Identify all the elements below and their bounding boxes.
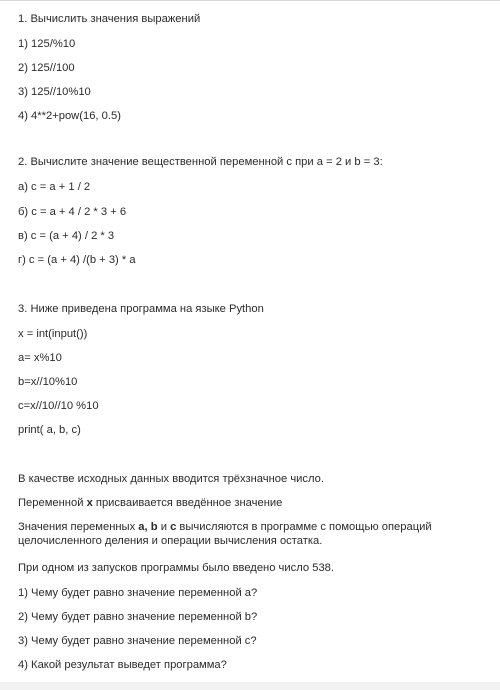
task2-item-g: г) c = (a + 4) /(b + 3) * a <box>18 254 136 266</box>
p3-var-b: b <box>150 521 158 533</box>
code-line-5: print( a, b, c) <box>18 424 81 436</box>
code-line-3: b=x//10%10 <box>18 376 78 388</box>
p3-comma: , <box>144 521 151 533</box>
question-1: 1) Чему будет равно значение переменной a? <box>18 587 258 599</box>
task1-item-2: 2) 125//100 <box>18 62 75 74</box>
code-line-2: a= x%10 <box>18 352 62 364</box>
code-line-4: c=x//10//10 %10 <box>18 400 99 412</box>
question-4: 4) Какой результат выведет программа? <box>18 659 227 671</box>
top-divider <box>0 0 500 1</box>
task2-item-b: б) c = a + 4 / 2 * 3 + 6 <box>18 206 127 218</box>
p3-var-c: c <box>170 521 177 533</box>
task3-paragraph-2 <box>18 496 282 510</box>
bottom-edge <box>0 682 500 690</box>
p3-text-post: вычисляются в программе с помощью операций целочисленного деления и операции вычисления остатка. <box>18 521 432 547</box>
p2-text-pre: Переменной <box>18 497 87 509</box>
task1-item-4: 4) 4**2+pow(16, 0.5) <box>18 110 121 122</box>
question-3: 3) Чему будет равно значение переменной c? <box>18 635 257 647</box>
task2-heading: 2. Вычислите значение вещественной переменной c при a = 2 и b = 3: <box>18 156 383 168</box>
p2-var-x: x <box>86 497 93 509</box>
task3-heading: 3. Ниже приведена программа на языке Python <box>18 303 264 315</box>
task1-item-3: 3) 125//10%10 <box>18 86 91 98</box>
code-line-1: x = int(input()) <box>18 328 88 340</box>
task1-heading: 1. Вычислить значения выражений <box>18 13 201 25</box>
task2-item-a: а) c = a + 1 / 2 <box>18 181 91 193</box>
task3-paragraph-4: При одном из запусков программы было введено число 538. <box>18 562 334 574</box>
question-2: 2) Чему будет равно значение переменной b? <box>18 611 258 623</box>
task2-item-v: в) c = (a + 4) / 2 * 3 <box>18 230 115 242</box>
p3-and: и <box>157 521 171 533</box>
task3-paragraph-3 <box>18 520 488 548</box>
task1-item-1: 1) 125/%10 <box>18 38 76 50</box>
p3-text-pre: Значения переменных <box>18 521 139 533</box>
task3-paragraph-1: В качестве исходных данных вводится трёхзначное число. <box>18 473 324 485</box>
p2-text-post: присваивается введённое значение <box>92 497 283 509</box>
p3-var-a: a <box>138 521 145 533</box>
